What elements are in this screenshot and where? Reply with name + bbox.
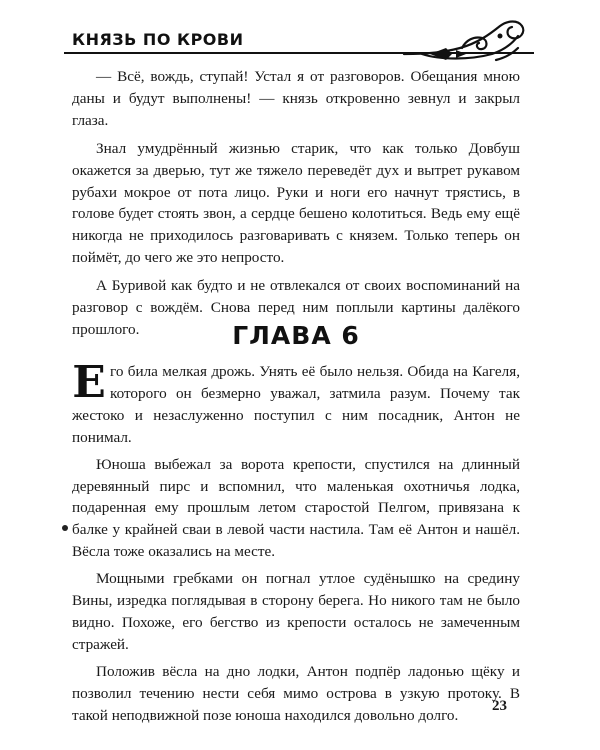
paragraph: — Всё, вождь, ступай! Устал я от разговоров. Обещания мною даны и будут выполнены! — князь откровенно зевнул и закрыл глаза. (72, 68, 520, 129)
paragraph: А Буривой как будто и не отвлекался от своих воспоминаний на разговор с вождём. Снова перед ним поплыли картины далёкого прошлого. (72, 277, 520, 338)
paragraph: Мощными гребками он погнал утлое судёнышко на средину Вины, изредка поглядывая в сторону берега. Но никого там не было видно. Похоже, его бегство из крепости осталось не замеченным стражей. (72, 570, 520, 653)
chapter-heading: ГЛАВА 6 (232, 321, 360, 350)
page-number: 23 (492, 698, 507, 714)
main-text (72, 66, 520, 341)
scroll-ornament-icon (400, 14, 530, 66)
margin-mark (62, 525, 68, 531)
drop-cap: Е (72, 357, 106, 408)
chapter-text (72, 357, 520, 732)
paragraph: Юноша выбежал за ворота крепости, спустился на длинный деревянный пирс и вспомнил, что маленькая охотничья лодка, подаренная ему прошлым летом старостой Пелгом, привязана к балке у крайней сваи в левой части настила. Там её Антон и нашёл. Вёсла тоже оказались на месте. (72, 455, 520, 561)
first-paragraph-text: го била мелкая дрожь. Унять её было нельзя. Обида на Кагеля, которого он безмерно уважал, затмила разум. Почему так жестоко и незаслуженно поступил с ним посадник, Антон не понимал. (72, 363, 520, 446)
paragraph (72, 357, 520, 449)
running-title: КНЯЗЬ ПО КРОВИ (72, 30, 244, 49)
paragraph: Знал умудрённый жизнью старик, что как только Довбуш окажется за дверью, тут же тяжело переведёт дух и вытрет рукавом рубахи мокрое от пота лицо. Руки и ноги его начнут трястись, в голове будет стоять звон, а сердце бешено колотиться. Ведь ему ещё никогда не приходилось разговаривать с князем. Только теперь он поймёт, до чего же это непросто. (72, 139, 520, 267)
paragraph: Положив вёсла на дно лодки, Антон подпёр ладонью щёку и позволил течению нести себя мимо острова в узкую протоку. В такой неподвижной позе юноша находился довольно долго. (72, 662, 520, 724)
